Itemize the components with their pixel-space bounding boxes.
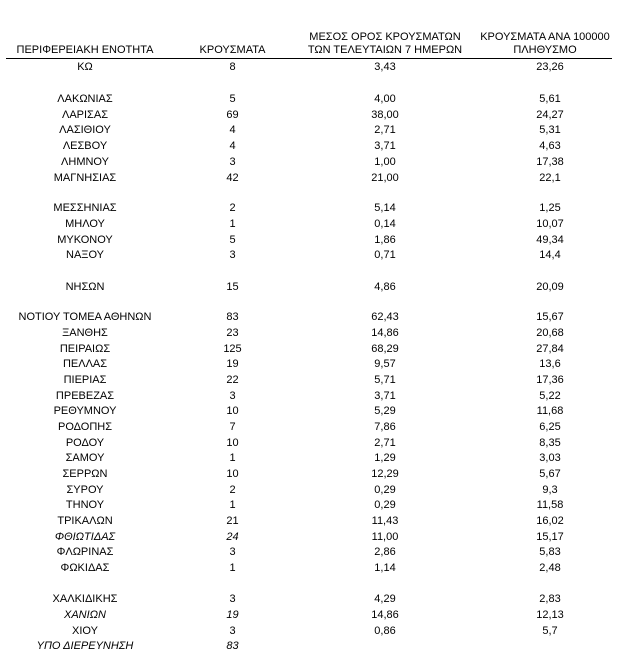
cell-per100k: 5,67: [539, 468, 561, 480]
table-row: [0, 124, 620, 137]
cell-avg: 5,71: [374, 374, 396, 386]
cell-region: ΦΩΚΙΔΑΣ: [60, 562, 110, 574]
table-row: [0, 421, 620, 434]
cell-per100k: 6,25: [539, 421, 561, 433]
cell-per100k: 23,26: [536, 61, 564, 73]
cell-per100k: 10,07: [536, 218, 564, 230]
cell-avg: 21,00: [371, 172, 399, 184]
cell-region: ΦΘΙΩΤΙΔΑΣ: [54, 531, 116, 543]
cell-region: ΞΑΝΘΗΣ: [62, 327, 108, 339]
header-per100k-line1: ΚΡΟΥΣΜΑΤΑ ΑΝΑ 100000: [480, 31, 610, 43]
cell-avg: 12,29: [371, 468, 399, 480]
cell-region: ΜΥΚΟΝΟΥ: [57, 234, 113, 246]
cell-cases: 5: [229, 93, 236, 105]
cell-per100k: 27,84: [536, 343, 564, 355]
header-per100k-line2: ΠΛΗΘΥΣΜΟ: [513, 44, 577, 56]
cell-per100k: 5,31: [539, 124, 561, 136]
cell-per100k: 5,7: [542, 625, 558, 637]
cell-avg: 3,43: [374, 61, 396, 73]
cell-cases: 22: [226, 374, 239, 386]
cell-avg: 1,86: [374, 234, 396, 246]
cell-region: ΛΑΣΙΘΙΟΥ: [59, 124, 111, 136]
table-row: [0, 640, 620, 653]
header-avg-line2: ΤΩΝ ΤΕΛΕΥΤΑΙΩΝ 7 ΗΜΕΡΩΝ: [307, 44, 463, 56]
cell-avg: 14,86: [371, 609, 399, 621]
cell-avg: 11,00: [371, 531, 399, 543]
cell-cases: 10: [226, 468, 239, 480]
cell-cases: 10: [226, 405, 239, 417]
header-cases: ΚΡΟΥΣΜΑΤΑ: [199, 44, 266, 56]
table-row: [0, 562, 620, 575]
cell-region: ΠΙΕΡΙΑΣ: [63, 374, 107, 386]
table-row: [0, 546, 620, 559]
cell-per100k: 12,13: [536, 609, 564, 621]
cell-region: ΜΑΓΝΗΣΙΑΣ: [53, 172, 117, 184]
table-row: [0, 484, 620, 497]
cell-cases: 3: [229, 390, 236, 402]
cell-per100k: 13,6: [539, 358, 561, 370]
table-row: [0, 327, 620, 340]
cell-per100k: 20,68: [536, 327, 564, 339]
cell-avg: 68,29: [371, 343, 399, 355]
table-row: [0, 625, 620, 638]
cell-region: ΛΕΣΒΟΥ: [62, 140, 108, 152]
cell-avg: 11,43: [371, 515, 399, 527]
cell-avg: 0,29: [374, 499, 396, 511]
cell-avg: 5,29: [374, 405, 396, 417]
table-row: [0, 358, 620, 371]
cell-avg: 62,43: [371, 311, 399, 323]
cell-per100k: 22,1: [539, 172, 561, 184]
cell-per100k: 49,34: [536, 234, 564, 246]
cell-region: ΡΕΘΥΜΝΟΥ: [53, 405, 117, 417]
cell-per100k: 15,17: [536, 531, 564, 543]
cell-avg: 0,14: [374, 218, 396, 230]
cell-cases: 2: [229, 484, 236, 496]
cell-cases: 10: [226, 437, 239, 449]
cell-cases: 2: [229, 202, 236, 214]
cell-region: ΣΕΡΡΩΝ: [62, 468, 108, 480]
table-row: [0, 531, 620, 544]
cell-cases: 19: [226, 609, 239, 621]
cell-per100k: 11,68: [536, 405, 564, 417]
table-row: [0, 452, 620, 465]
cell-avg: 14,86: [371, 327, 399, 339]
cell-region: ΧΑΝΙΩΝ: [64, 609, 106, 621]
table-row: [0, 311, 620, 324]
cell-per100k: 14,4: [539, 249, 561, 261]
cell-avg: 9,57: [374, 358, 396, 370]
cell-per100k: 9,3: [542, 484, 558, 496]
cell-avg: 3,71: [374, 140, 396, 152]
table-row: [0, 202, 620, 215]
cell-avg: 0,86: [374, 625, 396, 637]
cell-cases: 1: [229, 562, 236, 574]
cell-avg: 4,86: [374, 281, 396, 293]
cell-avg: 1,00: [374, 156, 396, 168]
cell-cases: 125: [223, 343, 242, 355]
cell-per100k: 20,09: [536, 281, 564, 293]
cell-region: ΝΑΞΟΥ: [66, 249, 104, 261]
cell-avg: 2,71: [374, 437, 396, 449]
cell-region: ΝΗΣΩΝ: [65, 281, 105, 293]
cell-per100k: 5,22: [539, 390, 561, 402]
cell-cases: 3: [229, 249, 236, 261]
cell-cases: 3: [229, 546, 236, 558]
table-row: [0, 593, 620, 606]
cell-region: ΣΥΡΟΥ: [66, 484, 104, 496]
table-row: [0, 156, 620, 169]
table-row: [0, 249, 620, 262]
cell-region: ΛΑΚΩΝΙΑΣ: [57, 93, 113, 105]
cell-cases: 15: [226, 281, 239, 293]
cell-region: ΜΕΣΣΗΝΙΑΣ: [53, 202, 117, 214]
cell-avg: 1,14: [374, 562, 396, 574]
table-row: [0, 218, 620, 231]
cell-avg: 2,71: [374, 124, 396, 136]
cell-cases: 3: [229, 593, 236, 605]
table-row: [0, 468, 620, 481]
table-row: [0, 374, 620, 387]
cell-region: ΜΗΛΟΥ: [65, 218, 105, 230]
cell-cases: 3: [229, 156, 236, 168]
cell-region: ΦΛΩΡΙΝΑΣ: [56, 546, 114, 558]
cell-avg: 2,86: [374, 546, 396, 558]
cell-cases: 42: [226, 172, 239, 184]
cell-per100k: 15,67: [536, 311, 564, 323]
cell-cases: 1: [229, 499, 236, 511]
cell-cases: 19: [226, 358, 239, 370]
cell-cases: 1: [229, 218, 236, 230]
cell-per100k: 3,03: [539, 452, 561, 464]
cell-avg: 4,00: [374, 93, 396, 105]
cell-cases: 7: [229, 421, 236, 433]
table-row: [0, 93, 620, 106]
cell-avg: 7,86: [374, 421, 396, 433]
cell-region: ΥΠΟ ΔΙΕΡΕΥΝΗΣΗ: [36, 640, 134, 652]
table-row: [0, 281, 620, 294]
cell-per100k: 17,36: [536, 374, 564, 386]
cell-per100k: 1,25: [539, 202, 561, 214]
cell-avg: 5,14: [374, 202, 396, 214]
table-row: [0, 499, 620, 512]
cell-cases: 24: [226, 531, 239, 543]
cell-per100k: 24,27: [536, 109, 564, 121]
cell-cases: 4: [229, 124, 236, 136]
table-row: [0, 515, 620, 528]
cell-region: ΤΡΙΚΑΛΩΝ: [57, 515, 113, 527]
table-row: [0, 234, 620, 247]
cell-region: ΠΡΕΒΕΖΑΣ: [55, 390, 115, 402]
cell-avg: 1,29: [374, 452, 396, 464]
cell-avg: 0,29: [374, 484, 396, 496]
table-row: [0, 390, 620, 403]
table-row: [0, 140, 620, 153]
cell-per100k: 17,38: [536, 156, 564, 168]
cell-cases: 23: [226, 327, 239, 339]
cell-avg: 0,71: [374, 249, 396, 261]
cell-cases: 21: [226, 515, 239, 527]
cell-cases: 5: [229, 234, 236, 246]
cell-region: ΝΟΤΙΟΥ ΤΟΜΕΑ ΑΘΗΝΩΝ: [18, 311, 152, 323]
cell-avg: 4,29: [374, 593, 396, 605]
cell-avg: 3,71: [374, 390, 396, 402]
cell-region: ΚΩ: [77, 61, 93, 73]
header-region: ΠΕΡΙΦΕΡΕΙΑΚΗ ΕΝΟΤΗΤΑ: [16, 44, 154, 56]
cell-per100k: 5,83: [539, 546, 561, 558]
table-row: [0, 437, 620, 450]
cell-cases: 3: [229, 625, 236, 637]
cell-cases: 1: [229, 452, 236, 464]
cell-cases: 83: [226, 640, 239, 652]
cell-region: ΧΑΛΚΙΔΙΚΗΣ: [52, 593, 118, 605]
table-row: [0, 109, 620, 122]
table-row: [0, 172, 620, 185]
cell-region: ΠΕΙΡΑΙΩΣ: [59, 343, 111, 355]
cell-cases: 8: [229, 61, 236, 73]
cell-region: ΧΙΟΥ: [72, 625, 98, 637]
table-row: [0, 405, 620, 418]
cell-region: ΠΕΛΛΑΣ: [62, 358, 108, 370]
table-row: [0, 61, 620, 74]
cell-per100k: 2,48: [539, 562, 561, 574]
cell-region: ΡΟΔΟΥ: [65, 437, 105, 449]
table-row: [0, 609, 620, 622]
cell-per100k: 2,83: [539, 593, 561, 605]
cell-per100k: 8,35: [539, 437, 561, 449]
cell-cases: 69: [226, 109, 239, 121]
cell-avg: 38,00: [371, 109, 399, 121]
table-row: [0, 343, 620, 356]
cell-region: ΛΗΜΝΟΥ: [61, 156, 109, 168]
cell-cases: 83: [226, 311, 239, 323]
cell-region: ΣΑΜΟΥ: [65, 452, 105, 464]
cell-per100k: 4,63: [539, 140, 561, 152]
cell-region: ΡΟΔΟΠΗΣ: [57, 421, 113, 433]
cell-per100k: 5,61: [539, 93, 561, 105]
cell-cases: 4: [229, 140, 236, 152]
cell-per100k: 16,02: [536, 515, 564, 527]
header-avg-line1: ΜΕΣΟΣ ΟΡΟΣ ΚΡΟΥΣΜΑΤΩΝ: [309, 31, 461, 43]
cell-region: ΤΗΝΟΥ: [65, 499, 105, 511]
cell-per100k: 11,58: [536, 499, 564, 511]
cell-region: ΛΑΡΙΣΑΣ: [61, 109, 108, 121]
